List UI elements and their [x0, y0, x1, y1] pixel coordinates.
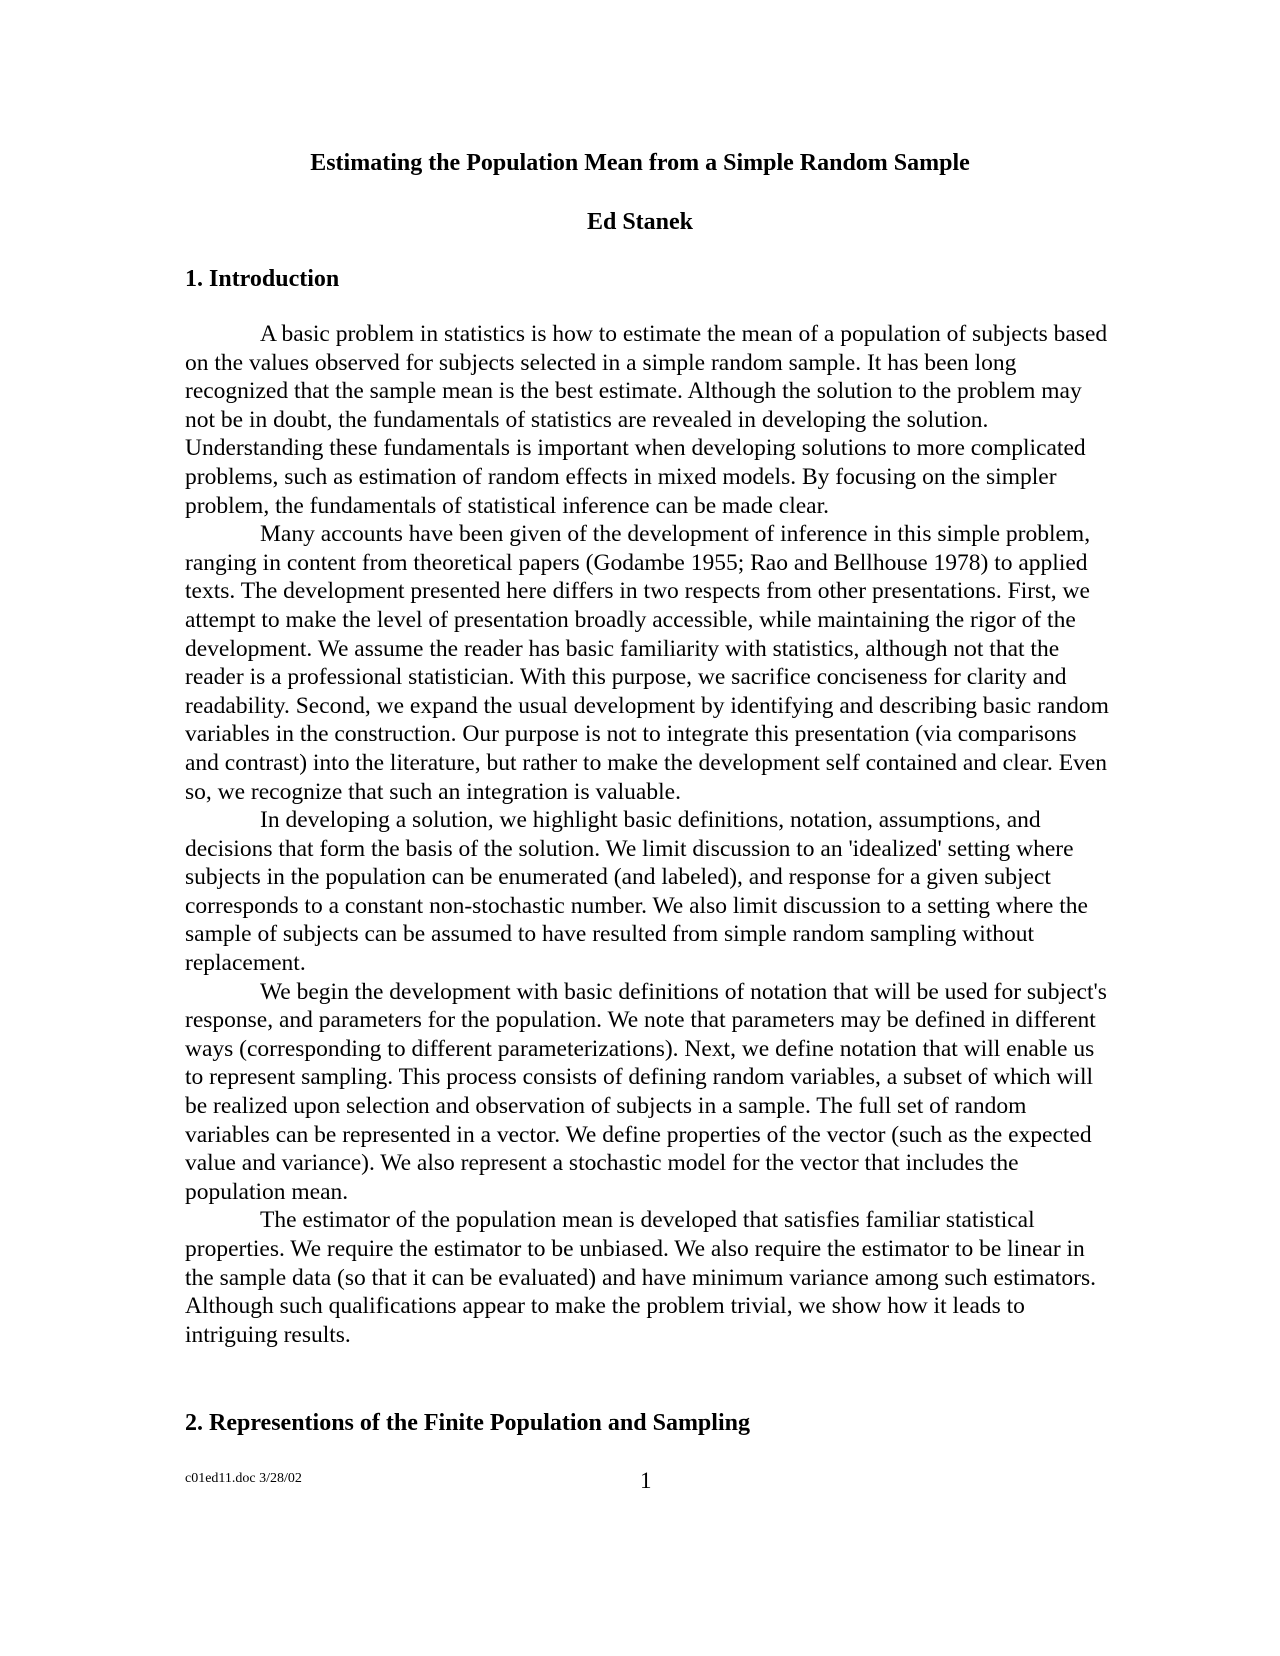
section-heading-introduction: 1. Introduction: [185, 266, 340, 292]
section-heading-representations: 2. Representions of the Finite Population and Sampling: [185, 1410, 750, 1436]
paragraph: A basic problem in statistics is how to estimate the mean of a population of subjects based on the values observed for subjects selected in a simple random sample. It has been long recognized that the sample mean is the best estimate. Although the solution to the problem may not be in doubt, the fundamentals of statistics are revealed in developing the solution. Understanding these fundamentals is important when developing solutions to more complicated problems, such as estimation of random effects in mixed models. By focusing on the simpler problem, the fundamentals of statistical inference can be made clear.: [185, 321, 1108, 519]
author-name: Ed Stanek: [586, 209, 694, 235]
paragraph: The estimator of the population mean is developed that satisfies familiar statistical properties. We require the estimator to be unbiased. We also require the estimator to be linear in the sample data (so that it can be evaluated) and have minimum variance among such estimators. Although such qualifications appear to make the problem trivial, we show how it leads to intriguing results.: [185, 1207, 1096, 1348]
page-number: 1: [640, 1468, 652, 1493]
paragraph: In developing a solution, we highlight basic definitions, notation, assumptions, and decisions that form the basis of the solution. We limit discussion to an 'idealized' setting where subjects in the population can be enumerated (and labeled), and response for a given subject corresponds to a constant non-stochastic number. We also limit discussion to a setting where the sample of subjects can be assumed to have resulted from simple random sampling without replacement.: [185, 807, 1088, 977]
paragraph: We begin the development with basic definitions of notation that will be used for subject's response, and parameters for the population. We note that parameters may be defined in different ways (corresponding to different parameterizations). Next, we define notation that will enable us to represent sampling. This process consists of defining random variables, a subset of which will be realized upon selection and observation of subjects in a sample. The full set of random variables can be represented in a vector. We define properties of the vector (such as the expected value and variance). We also represent a stochastic model for the vector that includes the population mean.: [185, 978, 1107, 1205]
paragraph: Many accounts have been given of the development of inference in this simple problem, ranging in content from theoretical papers (Godambe 1955; Rao and Bellhouse 1978) to applied texts. The development presented here differs in two respects from other presentations. First, we attempt to make the level of presentation broadly accessible, while maintaining the rigor of the development. We assume the reader has basic familiarity with statistics, although not that the reader is a professional statistician. With this purpose, we sacrifice conciseness for clarity and readability. Second, we expand the usual development by identifying and describing basic random variables in the construction. Our purpose is not to integrate this presentation (via comparisons and contrast) into the literature, but rather to make the development self contained and clear. Even so, we recognize that such an integration is valuable.: [185, 521, 1109, 805]
footer-file-info: c01ed11.doc 3/28/02: [185, 1471, 302, 1486]
introduction-body: [185, 320, 1115, 1349]
document-title: Estimating the Population Mean from a Simple Random Sample: [310, 150, 970, 176]
